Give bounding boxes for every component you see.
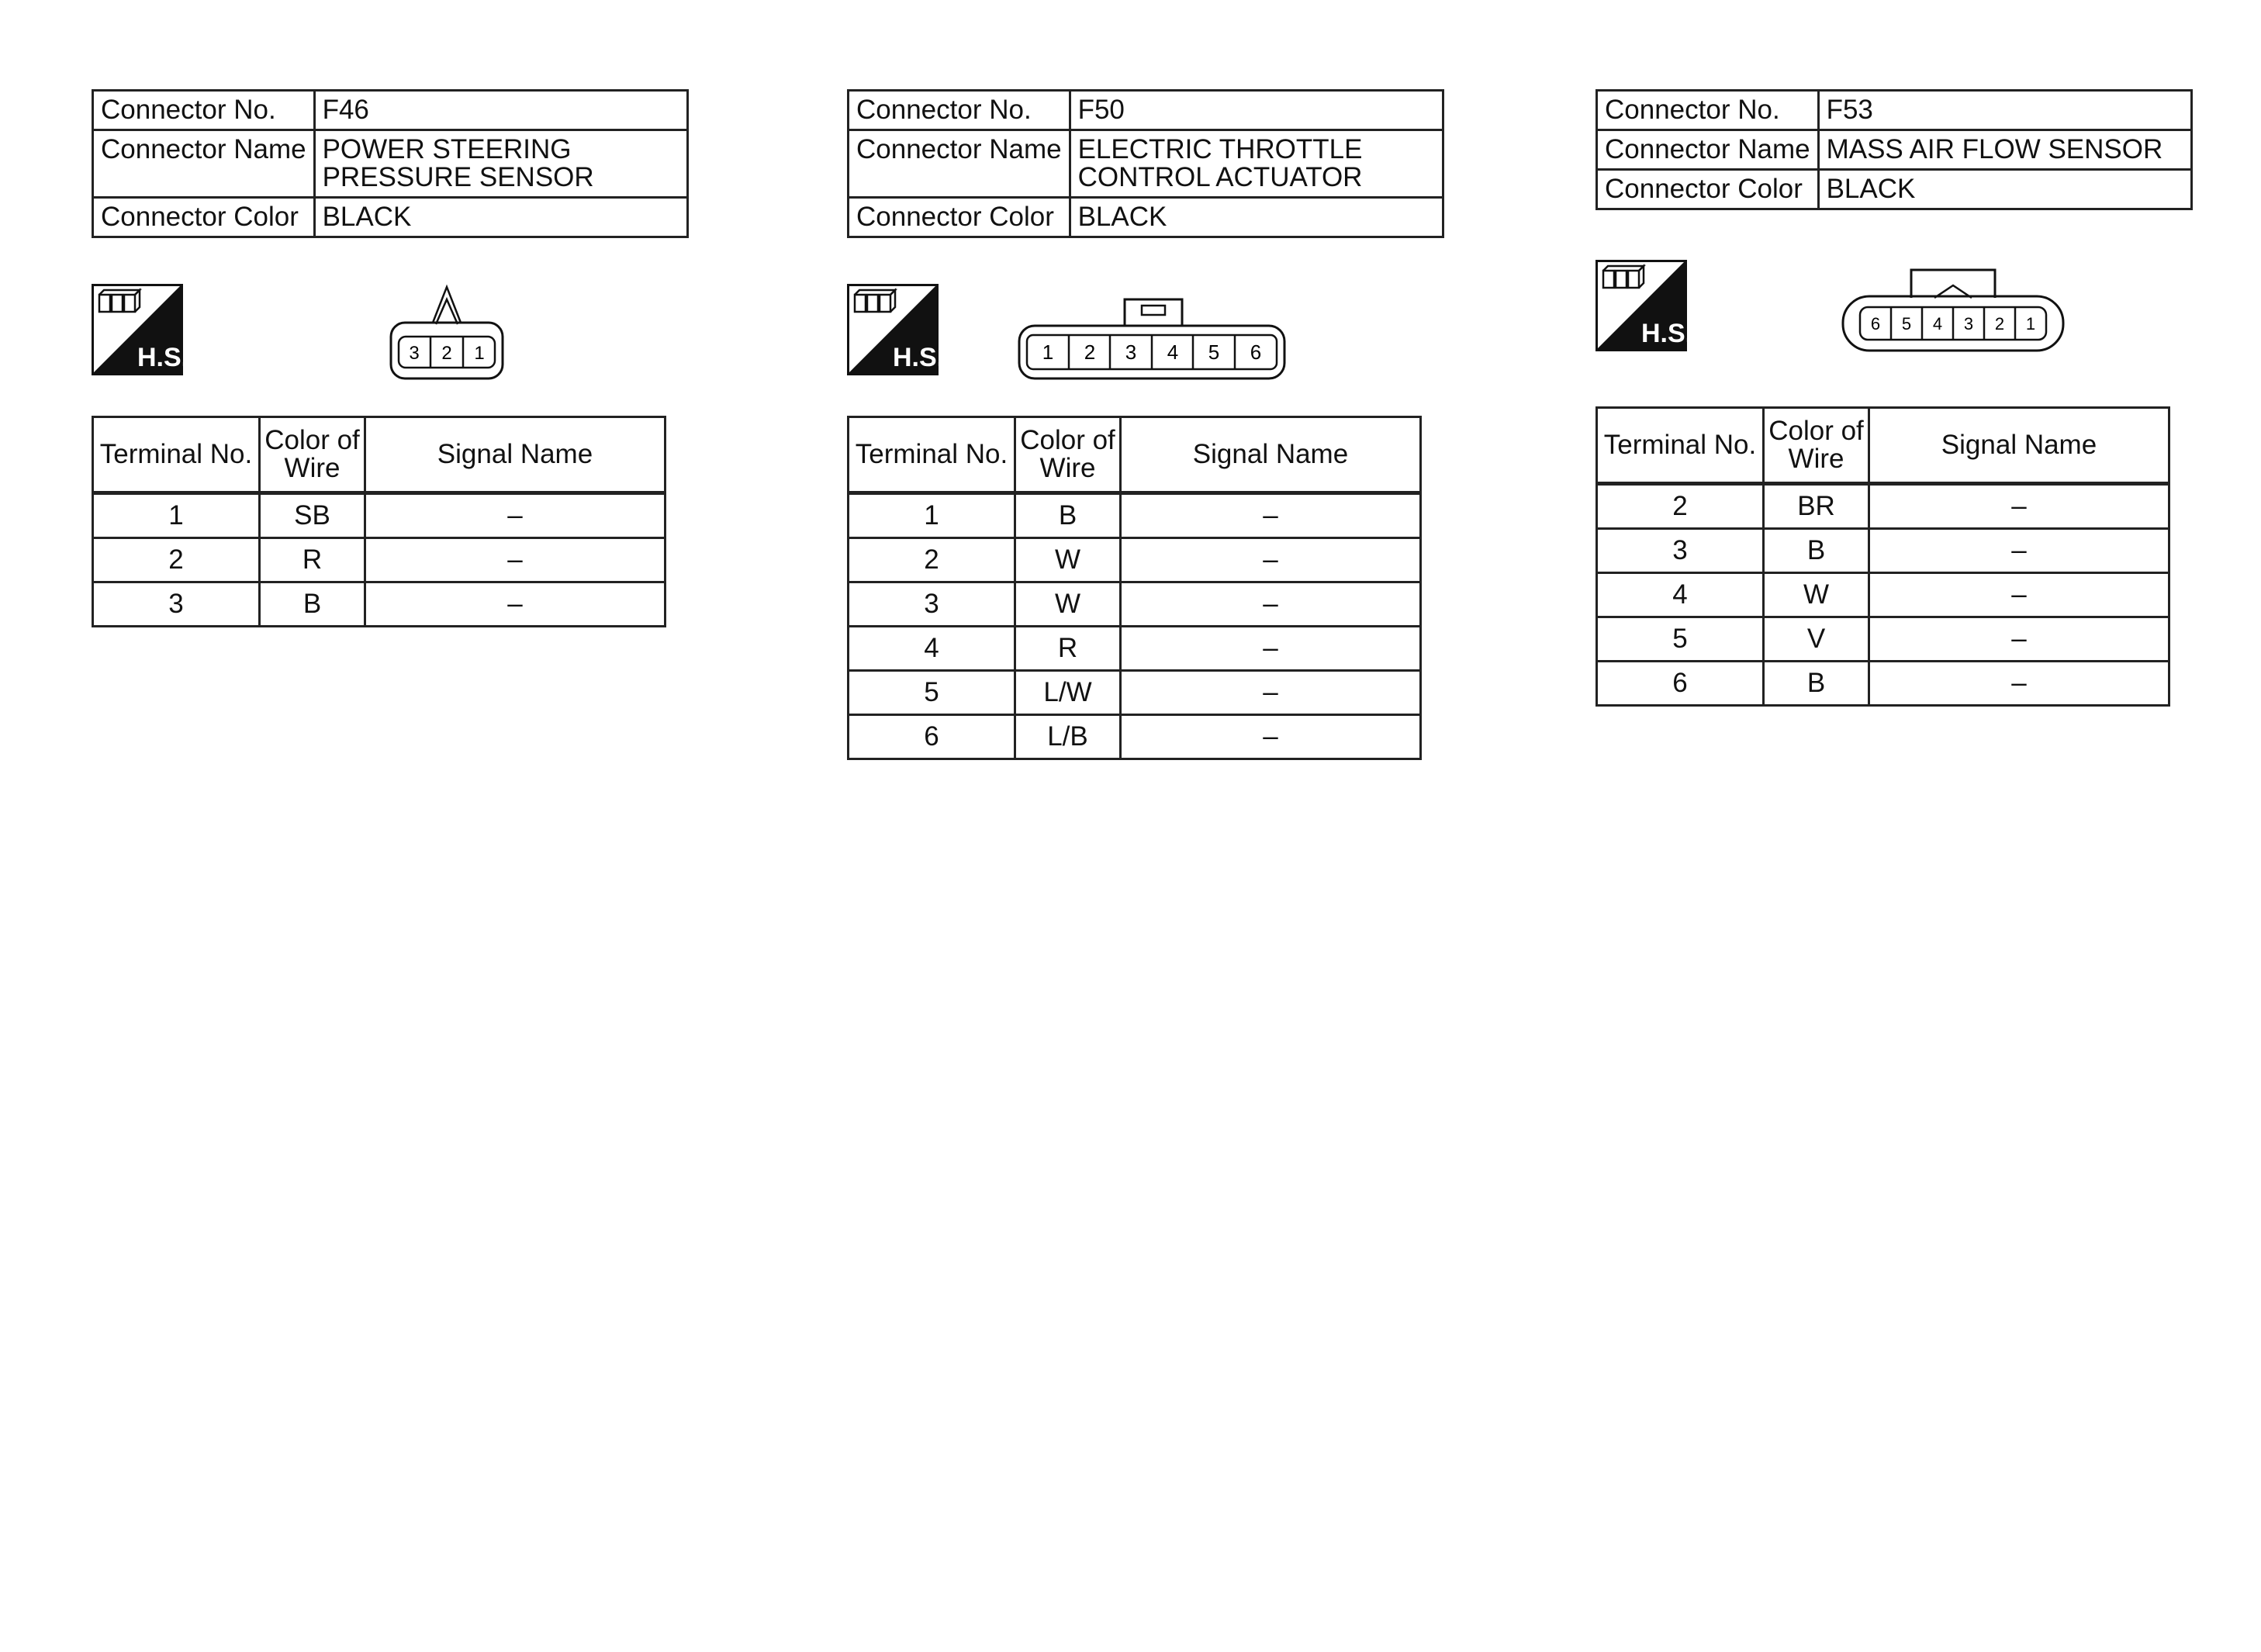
pin-label: 6 bbox=[1250, 340, 1262, 364]
pin-label: 5 bbox=[1208, 340, 1220, 364]
harness-side-icon bbox=[1595, 260, 1693, 351]
pin-label: 3 bbox=[409, 343, 420, 364]
signal-name: – bbox=[365, 582, 666, 627]
connector-info-table bbox=[1595, 89, 2193, 210]
connector-color: BLACK bbox=[1070, 198, 1443, 237]
table-row bbox=[1597, 573, 2169, 617]
signal-name: – bbox=[1121, 582, 1421, 627]
terminal-no: 3 bbox=[849, 582, 1015, 627]
col-signal-name: Signal Name bbox=[365, 417, 666, 493]
signal-name: – bbox=[1869, 484, 2169, 529]
connector-no-label: Connector No. bbox=[93, 91, 315, 130]
terminal-table bbox=[1595, 406, 2170, 707]
table-row bbox=[849, 582, 1421, 627]
signal-name: – bbox=[365, 493, 666, 538]
connector-name: ELECTRIC THROTTLE CONTROL ACTUATOR bbox=[1070, 130, 1443, 198]
signal-name: – bbox=[1869, 573, 2169, 617]
connector-name-label: Connector Name bbox=[1597, 130, 1819, 170]
table-row bbox=[849, 538, 1421, 582]
connector-no: F53 bbox=[1818, 91, 2191, 130]
wire-color: W bbox=[1015, 538, 1121, 582]
col-signal-name: Signal Name bbox=[1869, 408, 2169, 484]
pin-label: 6 bbox=[1870, 314, 1881, 334]
signal-name: – bbox=[1121, 715, 1421, 759]
table-row bbox=[93, 538, 666, 582]
harness-side-icon bbox=[847, 284, 945, 375]
hs-label: H.S. bbox=[137, 343, 189, 372]
col-terminal-no: Terminal No. bbox=[93, 417, 260, 493]
col-wire-color: Color of Wire bbox=[1015, 417, 1121, 493]
connector-info-table bbox=[92, 89, 689, 238]
signal-name: – bbox=[365, 538, 666, 582]
connector-face-f53 bbox=[1840, 267, 2066, 355]
table-row bbox=[849, 671, 1421, 715]
terminal-no: 3 bbox=[93, 582, 260, 627]
signal-name: – bbox=[1121, 671, 1421, 715]
connector-f53 bbox=[1595, 89, 2193, 210]
pin-label: 3 bbox=[1963, 314, 1974, 334]
signal-name: – bbox=[1121, 627, 1421, 671]
signal-name: – bbox=[1869, 529, 2169, 573]
connector-color-label: Connector Color bbox=[93, 198, 315, 237]
pin-label: 4 bbox=[1167, 340, 1179, 364]
connector-f50 bbox=[847, 89, 1444, 238]
connector-info-table bbox=[847, 89, 1444, 238]
col-terminal-no: Terminal No. bbox=[849, 417, 1015, 493]
connector-color: BLACK bbox=[1818, 170, 2191, 209]
table-row bbox=[93, 582, 666, 627]
hs-label: H.S. bbox=[892, 343, 945, 372]
wire-color: B bbox=[1764, 662, 1869, 706]
terminal-no: 2 bbox=[1597, 484, 1764, 529]
table-row bbox=[93, 493, 666, 538]
pin-label: 2 bbox=[1994, 314, 2005, 334]
table-row bbox=[849, 715, 1421, 759]
terminal-no: 6 bbox=[1597, 662, 1764, 706]
wire-color: V bbox=[1764, 617, 1869, 662]
terminal-table-f46-wrap bbox=[92, 416, 666, 627]
connector-color-label: Connector Color bbox=[1597, 170, 1819, 209]
pin-label: 1 bbox=[474, 343, 485, 364]
terminal-no: 1 bbox=[93, 493, 260, 538]
col-terminal-no: Terminal No. bbox=[1597, 408, 1764, 484]
wire-color: L/W bbox=[1015, 671, 1121, 715]
pin-label: 5 bbox=[1901, 314, 1912, 334]
harness-side-icon bbox=[92, 284, 189, 375]
terminal-no: 1 bbox=[849, 493, 1015, 538]
connector-f46 bbox=[92, 89, 689, 238]
table-row bbox=[1597, 617, 2169, 662]
connector-color: BLACK bbox=[314, 198, 687, 237]
connector-color-label: Connector Color bbox=[849, 198, 1070, 237]
signal-name: – bbox=[1121, 493, 1421, 538]
pin-label: 2 bbox=[441, 343, 452, 364]
pin-label: 3 bbox=[1125, 340, 1137, 364]
connector-face-f50 bbox=[1016, 295, 1288, 382]
wire-color: R bbox=[1015, 627, 1121, 671]
terminal-no: 4 bbox=[849, 627, 1015, 671]
signal-name: – bbox=[1121, 538, 1421, 582]
terminal-table-f50-wrap bbox=[847, 416, 1422, 760]
connector-name-label: Connector Name bbox=[849, 130, 1070, 198]
table-row bbox=[1597, 662, 2169, 706]
col-wire-color: Color of Wire bbox=[260, 417, 365, 493]
pin-label: 4 bbox=[1932, 314, 1943, 334]
table-row bbox=[849, 493, 1421, 538]
connector-no: F50 bbox=[1070, 91, 1443, 130]
wire-color: L/B bbox=[1015, 715, 1121, 759]
connector-name: MASS AIR FLOW SENSOR bbox=[1818, 130, 2191, 170]
terminal-table-f53-wrap bbox=[1595, 406, 2170, 707]
connector-name-label: Connector Name bbox=[93, 130, 315, 198]
wire-color: BR bbox=[1764, 484, 1869, 529]
terminal-no: 3 bbox=[1597, 529, 1764, 573]
wire-color: B bbox=[1764, 529, 1869, 573]
wire-color: R bbox=[260, 538, 365, 582]
pin-label: 2 bbox=[1084, 340, 1096, 364]
terminal-no: 5 bbox=[1597, 617, 1764, 662]
wire-color: B bbox=[260, 582, 365, 627]
wire-color: B bbox=[1015, 493, 1121, 538]
connector-no: F46 bbox=[314, 91, 687, 130]
hs-label: H.S. bbox=[1640, 319, 1693, 348]
terminal-no: 2 bbox=[849, 538, 1015, 582]
wire-color: W bbox=[1764, 573, 1869, 617]
signal-name: – bbox=[1869, 617, 2169, 662]
col-signal-name: Signal Name bbox=[1121, 417, 1421, 493]
table-row bbox=[849, 627, 1421, 671]
connector-name: POWER STEERING PRESSURE SENSOR bbox=[314, 130, 687, 198]
wire-color: W bbox=[1015, 582, 1121, 627]
pin-label: 1 bbox=[1042, 340, 1054, 364]
table-row bbox=[1597, 484, 2169, 529]
terminal-no: 4 bbox=[1597, 573, 1764, 617]
terminal-table bbox=[92, 416, 666, 627]
terminal-no: 6 bbox=[849, 715, 1015, 759]
signal-name: – bbox=[1869, 662, 2169, 706]
connector-no-label: Connector No. bbox=[1597, 91, 1819, 130]
pin-label: 1 bbox=[2025, 314, 2036, 334]
connector-no-label: Connector No. bbox=[849, 91, 1070, 130]
connector-face-f46 bbox=[388, 282, 506, 383]
table-row bbox=[1597, 529, 2169, 573]
terminal-no: 5 bbox=[849, 671, 1015, 715]
terminal-table bbox=[847, 416, 1422, 760]
wire-color: SB bbox=[260, 493, 365, 538]
col-wire-color: Color of Wire bbox=[1764, 408, 1869, 484]
terminal-no: 2 bbox=[93, 538, 260, 582]
